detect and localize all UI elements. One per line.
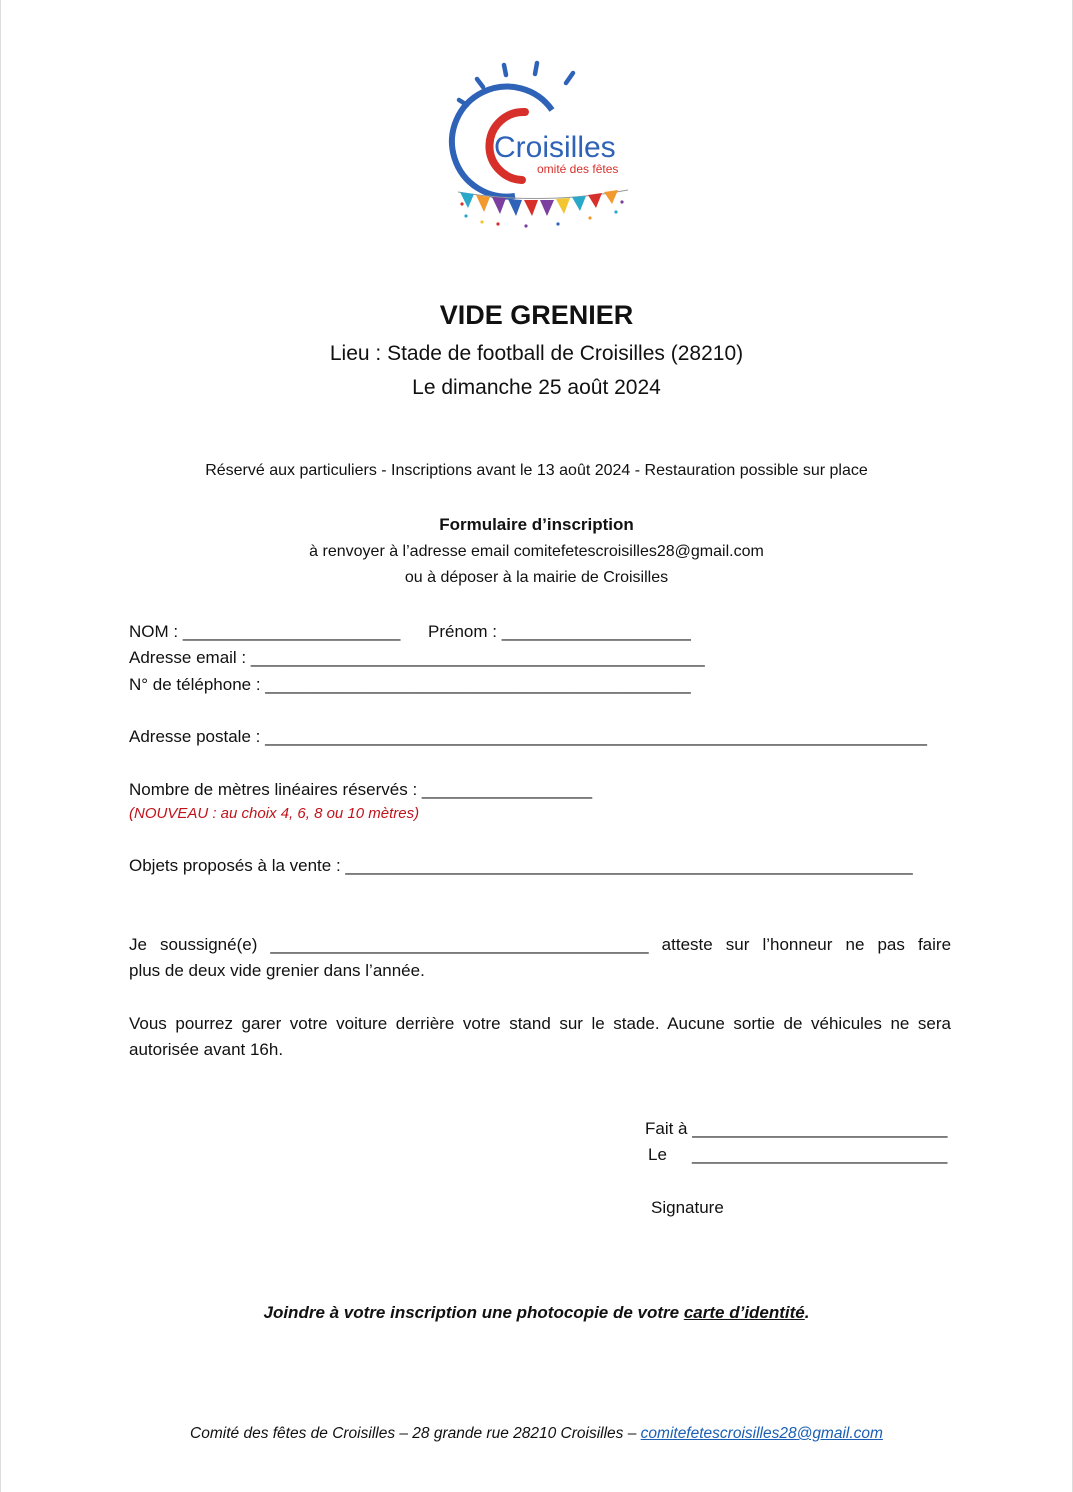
nom-field[interactable]: NOM : _______________________ bbox=[129, 622, 401, 641]
parking-line1 bbox=[129, 1014, 951, 1034]
logo-sub-text: omité des fêtes bbox=[537, 162, 619, 176]
parking-word: derrière bbox=[395, 1014, 455, 1033]
id-card-note-prefix: Joindre à votre inscription une photocopie de votre bbox=[263, 1303, 684, 1322]
parking-word: véhicules bbox=[811, 1014, 882, 1033]
attestation-word: soussigné(e) bbox=[160, 935, 258, 954]
parking-line2: autorisée avant 16h. bbox=[129, 1040, 284, 1059]
parking-word: sortie bbox=[733, 1014, 775, 1033]
document-title: VIDE GRENIER bbox=[439, 300, 634, 330]
parking-word: pourrez bbox=[175, 1014, 233, 1033]
form-title: Formulaire d’inscription bbox=[439, 515, 634, 534]
parking-word: sur bbox=[559, 1014, 583, 1033]
email-field[interactable]: Adresse email : ________________________________________________ bbox=[129, 648, 705, 667]
attestation-word: pas bbox=[877, 935, 905, 954]
parking-word: stand bbox=[509, 1014, 551, 1033]
objets-field[interactable]: Objets proposés à la vente : ____________________________________________________________ bbox=[129, 856, 913, 875]
logo-flag bbox=[476, 195, 490, 212]
attestation-word: ________________________________________ bbox=[270, 935, 649, 954]
form-instructions-email: à renvoyer à l’adresse email comitefetescroisilles28@gmail.com bbox=[309, 543, 764, 560]
adresse-postale-field[interactable]: Adresse postale : ______________________________________________________________________ bbox=[129, 727, 927, 746]
id-card-note bbox=[0, 1303, 1073, 1323]
logo-brand-text: Croisilles bbox=[494, 131, 616, 164]
prenom-field[interactable]: Prénom : ____________________ bbox=[428, 622, 691, 641]
id-card-note-suffix: . bbox=[804, 1303, 810, 1322]
attestation-word: Je bbox=[129, 935, 147, 954]
fait-a-field[interactable]: Fait à ___________________________ bbox=[645, 1119, 948, 1138]
logo-flag bbox=[492, 197, 506, 214]
footer-text: Comité des fêtes de Croisilles – 28 grande rue 28210 Croisilles – bbox=[190, 1425, 641, 1442]
le-date-field[interactable]: ___________________________ bbox=[692, 1145, 948, 1164]
parking-word: garer bbox=[241, 1014, 282, 1033]
parking-word: le bbox=[591, 1014, 605, 1033]
parking-word: votre bbox=[289, 1014, 328, 1033]
event-date: Le dimanche 25 août 2024 bbox=[412, 376, 661, 399]
signature-label: Signature bbox=[651, 1198, 724, 1217]
logo-flag bbox=[556, 198, 570, 214]
parking-word: sera bbox=[917, 1014, 951, 1033]
logo-flag bbox=[588, 193, 602, 208]
metres-note: (NOUVEAU : au choix 4, 6, 8 ou 10 mètres) bbox=[129, 805, 420, 822]
le-label: Le bbox=[648, 1145, 667, 1164]
parking-word: voiture bbox=[336, 1014, 388, 1033]
notice-line: Réservé aux particuliers - Inscriptions avant le 13 août 2024 - Restauration possible sur place bbox=[205, 462, 868, 479]
attestation-word: atteste bbox=[661, 935, 713, 954]
telephone-field[interactable]: N° de téléphone : _____________________________________________ bbox=[129, 675, 691, 694]
attestation-line2: plus de deux vide grenier dans l’année. bbox=[129, 961, 425, 980]
parking-word: Vous bbox=[129, 1014, 167, 1033]
metres-lineaires-field[interactable]: Nombre de mètres linéaires réservés : __________________ bbox=[129, 780, 593, 799]
logo-ray bbox=[566, 73, 573, 83]
form-instructions-mairie: ou à déposer à la mairie de Croisilles bbox=[404, 569, 669, 586]
footer bbox=[0, 1425, 1073, 1443]
logo-flag bbox=[508, 199, 522, 216]
attestation-word: ne bbox=[845, 935, 865, 954]
attestation-line1[interactable] bbox=[129, 935, 951, 955]
logo-ray bbox=[504, 65, 506, 75]
logo-flag bbox=[540, 200, 554, 216]
parking-word: de bbox=[783, 1014, 803, 1033]
logo-ray bbox=[535, 63, 537, 74]
parking-word: ne bbox=[890, 1014, 910, 1033]
parking-word: stade. bbox=[613, 1014, 660, 1033]
attestation-word: faire bbox=[917, 935, 952, 954]
event-location: Lieu : Stade de football de Croisilles (28210) bbox=[329, 342, 744, 365]
attestation-word: l’honneur bbox=[762, 935, 833, 954]
logo-flag bbox=[604, 190, 618, 204]
parking-word: Aucune bbox=[667, 1014, 725, 1033]
parking-word: votre bbox=[462, 1014, 501, 1033]
logo-flag bbox=[524, 200, 538, 216]
attestation-word: sur bbox=[725, 935, 750, 954]
logo-ray bbox=[477, 79, 483, 87]
logo-flag bbox=[460, 192, 474, 208]
croisilles-logo bbox=[440, 56, 640, 236]
footer-email-link[interactable]: comitefetescroisilles28@gmail.com bbox=[640, 1425, 883, 1442]
logo-flag bbox=[572, 196, 586, 211]
id-card-note-underlined: carte d’identité bbox=[683, 1303, 805, 1322]
